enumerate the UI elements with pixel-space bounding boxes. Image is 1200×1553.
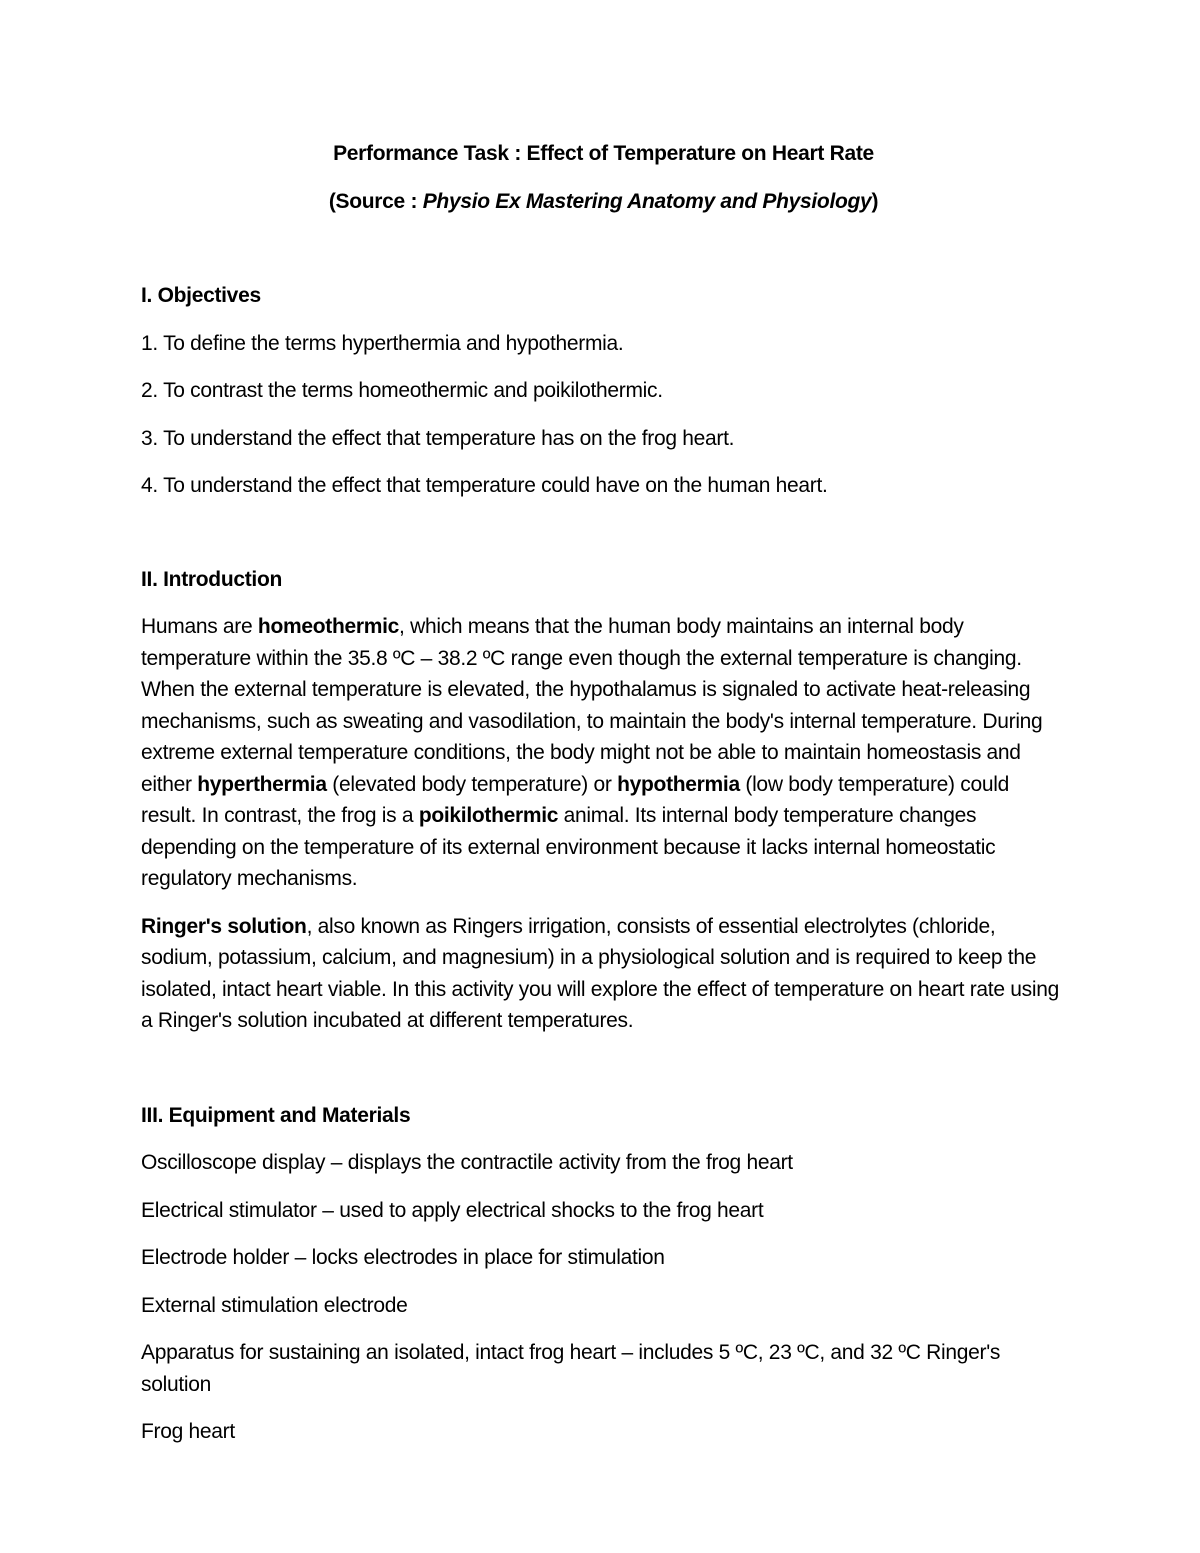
objective-item-3: 3. To understand the effect that temperature has on the frog heart. [141, 426, 735, 450]
term-homeothermic: homeothermic [257, 615, 400, 638]
equipment-item-electrode-holder: Electrode holder – locks electrodes in place for stimulation [141, 1246, 665, 1269]
intro-p1-text-2: , which means that the human body maintains an internal body temperature within the 35.8 ºC – 38.2 ºC range even though the external temperature is changing. When the external temperature is elevated, the hypothalamus is signaled to activate heat-releasing mechanisms, such as sweating and vasodilation, to maintain the body's internal temperature. During extreme external temperature conditions, the body might not be able to maintain homeostasis and either [141, 615, 1043, 796]
term-hyperthermia: hyperthermia [197, 772, 327, 796]
intro-p1-text-5: animal. Its internal body temperature changes depending on the temperature of its external environment because it lacks internal homeostatic regulatory mechanisms. [141, 804, 996, 890]
source-prefix: (Source : [328, 189, 423, 213]
source-suffix: ) [871, 189, 879, 213]
objectives-heading: I. Objectives [141, 284, 261, 307]
equipment-heading: III. Equipment and Materials [141, 1103, 411, 1127]
document-title: Performance Task : Effect of Temperature on Heart Rate [333, 142, 874, 165]
equipment-item-stimulator: Electrical stimulator – used to apply electrical shocks to the frog heart [141, 1198, 764, 1222]
equipment-item-oscilloscope: Oscilloscope display – displays the contractile activity from the frog heart [141, 1151, 793, 1174]
objective-item-2: 2. To contrast the terms homeothermic and poikilothermic. [141, 379, 663, 402]
document-source [141, 186, 1066, 218]
term-hypothermia: hypothermia [617, 772, 740, 796]
introduction-heading: II. Introduction [141, 567, 283, 591]
introduction-paragraph-1 [141, 611, 1066, 895]
equipment-item-external-electrode: External stimulation electrode [141, 1293, 408, 1317]
objective-item-4: 4. To understand the effect that temperature could have on the human heart. [141, 474, 828, 497]
introduction-paragraph-2 [141, 911, 1066, 1037]
objective-item-1: 1. To define the terms hyperthermia and hypothermia. [141, 331, 624, 355]
intro-p1-text-3: (elevated body temperature) or [326, 772, 618, 796]
term-ringers-solution: Ringer's solution [141, 914, 307, 938]
document-body [141, 138, 1066, 1448]
equipment-item-frog-heart: Frog heart [141, 1420, 235, 1443]
source-title: Physio Ex Mastering Anatomy and Physiology [422, 189, 872, 213]
term-poikilothermic: poikilothermic [418, 804, 559, 827]
intro-p2-text-1: , also known as Ringers irrigation, consists of essential electrolytes (chloride, sodium, potassium, calcium, and magnesium) in a physiological solution and is required to keep the isolated, intact heart viable. In this activity you will explore the effect of temperature on heart rate using a Ringer's solution incubated at different temperatures. [141, 914, 1059, 1032]
intro-p1-text-1: Humans are [141, 615, 258, 638]
intro-p1-text-4: (low body temperature) could result. In contrast, the frog is a [141, 772, 1009, 827]
equipment-item-apparatus: Apparatus for sustaining an isolated, intact frog heart – includes 5 ºC, 23 ºC, and 32 ºC Ringer's solution [141, 1341, 1001, 1396]
